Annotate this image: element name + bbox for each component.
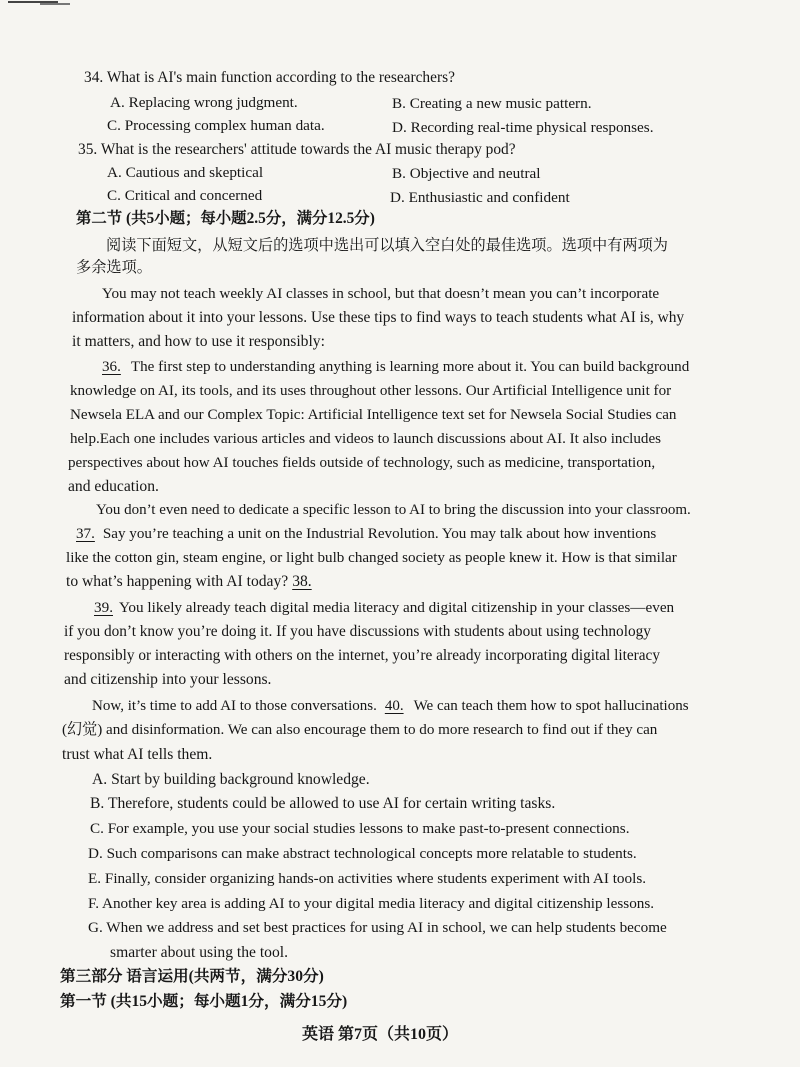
choice-text: Start by building background knowledge.	[111, 771, 370, 788]
passage-text: Now, it’s time to add AI to those conversations.	[92, 698, 377, 714]
blank-37[interactable]: 37.	[76, 526, 95, 542]
option-letter: D.	[390, 189, 405, 206]
question-stem: What is the researchers' attitude towards the AI music therapy pod?	[100, 141, 516, 158]
choice-text: Such comparisons can make abstract technological concepts more relatable to students.	[106, 845, 637, 862]
option-text: Recording real-time physical responses.	[410, 119, 654, 136]
choice-letter: F.	[88, 895, 100, 912]
passage-paragraph-39	[66, 598, 674, 618]
passage-line: help.Each one includes various articles and videos to launch discussions about AI. It also includes	[70, 431, 662, 447]
choice-c	[90, 819, 630, 839]
passage-line: if you don’t know you’re doing it. If you have discussions with students about using technology	[64, 623, 651, 640]
option-text: Creating a new music pattern.	[409, 95, 592, 112]
option-35b	[392, 164, 540, 184]
passage-text: to what’s happening with AI today?	[66, 573, 289, 590]
choice-text: For example, you use your social studies lessons to make past-to-present connections.	[107, 820, 630, 837]
choice-text: Another key area is adding AI to your digital media literacy and digital citizenship lessons.	[102, 895, 655, 912]
choice-d	[88, 844, 637, 864]
option-letter: B.	[392, 165, 406, 182]
choice-letter: E.	[88, 870, 102, 887]
passage-text: We can teach them how to spot hallucinations	[413, 698, 689, 714]
option-35c	[107, 186, 262, 206]
choice-letter: A.	[92, 771, 108, 788]
option-text: Cautious and skeptical	[125, 164, 264, 181]
choice-e	[88, 869, 646, 889]
part3-subheading: 第一节 (共15小题；每小题1分，满分15分)	[60, 993, 348, 1010]
passage-paragraph-37	[66, 524, 656, 544]
option-letter: B.	[392, 95, 406, 112]
passage-line: information about it into your lessons. Use these tips to find ways to teach students what AI is, why	[72, 309, 685, 326]
section2-instruction-cont: 多余选项。	[76, 259, 152, 276]
choice-a	[92, 770, 370, 790]
passage-line: knowledge on AI, its tools, and its uses throughout other lessons. Our Artificial Intelligence unit for	[70, 383, 672, 399]
blank-39[interactable]: 39.	[94, 599, 113, 616]
passage-line: perspectives about how AI touches fields outside of technology, such as medicine, transportation,	[68, 455, 656, 471]
choice-text: Finally, consider organizing hands-on activities where students experiment with AI tools.	[104, 870, 647, 887]
section2-instruction: 阅读下面短文，从短文后的选项中选出可以填入空白处的最佳选项。选项中有两项为	[106, 237, 668, 254]
blank-36[interactable]: 36.	[102, 359, 121, 375]
option-text: Critical and concerned	[124, 187, 263, 204]
passage-paragraph-36	[72, 357, 689, 377]
option-letter: C.	[107, 187, 121, 204]
option-34a	[110, 93, 298, 113]
choice-text: Therefore, students could be allowed to use AI for certain writing tasks.	[107, 795, 556, 812]
question-number: 34.	[84, 69, 104, 86]
option-34c	[107, 116, 325, 136]
option-text: Objective and neutral	[409, 165, 541, 182]
question-34	[84, 68, 455, 88]
page-footer: 英语 第7页（共10页）	[302, 1026, 459, 1043]
option-letter: A.	[110, 94, 125, 111]
option-35d	[390, 188, 570, 208]
option-35a	[107, 163, 263, 183]
passage-text: Say you’re teaching a unit on the Industrial Revolution. You may talk about how inventions	[102, 526, 657, 542]
passage-line-38	[66, 572, 328, 592]
option-text: Enthusiastic and confident	[408, 189, 570, 206]
passage-line: it matters, and how to use it responsibly:	[72, 333, 325, 350]
question-stem: What is AI's main function according to the researchers?	[106, 69, 455, 86]
passage-line: and citizenship into your lessons.	[64, 671, 272, 688]
blank-40[interactable]: 40.	[384, 698, 404, 714]
passage-line: responsibly or interacting with others on the internet, you’re already incorporating digital literacy	[64, 647, 660, 664]
question-35	[78, 140, 516, 160]
passage-line: trust what AI tells them.	[62, 746, 213, 763]
passage-paragraph-40	[92, 696, 689, 716]
choice-text: When we address and set best practices for using AI in school, we can help students become	[106, 919, 667, 936]
choice-g-continued: smarter about using the tool.	[110, 944, 288, 961]
choice-letter: B.	[90, 795, 105, 812]
question-number: 35.	[78, 141, 98, 158]
option-letter: C.	[107, 117, 121, 134]
choice-letter: D.	[88, 845, 103, 862]
passage-line: You don’t even need to dedicate a specific lesson to AI to bring the discussion into your classroom.	[96, 502, 691, 518]
passage-text: The first step to understanding anything is learning more about it. You can build background	[130, 359, 690, 375]
blank-38[interactable]: 38.	[292, 573, 312, 590]
choice-g	[88, 918, 667, 938]
passage-line: (幻觉) and disinformation. We can also encourage them to do more research to find out if they can	[62, 722, 658, 738]
option-letter: A.	[107, 164, 122, 181]
passage-line: like the cotton gin, steam engine, or light bulb changed society as people knew it. How is that similar	[66, 550, 677, 566]
choice-letter: G.	[88, 919, 103, 936]
option-text: Replacing wrong judgment.	[128, 94, 298, 111]
choice-letter: C.	[90, 820, 104, 837]
choice-f	[88, 894, 654, 914]
option-letter: D.	[392, 119, 407, 136]
section2-heading: 第二节 (共5小题；每小题2.5分，满分12.5分)	[76, 210, 375, 227]
option-text: Processing complex human data.	[124, 117, 325, 134]
option-34b	[392, 94, 592, 114]
choice-b	[90, 794, 555, 814]
passage-line: and education.	[68, 478, 159, 495]
passage-text: You likely already teach digital media literacy and digital citizenship in your classes—even	[118, 599, 675, 616]
passage-line: Newsela ELA and our Complex Topic: Artificial Intelligence text set for Newsela Social Studies can	[70, 407, 677, 423]
scan-edge-mark	[0, 0, 90, 6]
part3-heading: 第三部分 语言运用(共两节，满分30分)	[60, 968, 324, 985]
passage-line: You may not teach weekly AI classes in school, but that doesn’t mean you can’t incorporate	[102, 285, 660, 302]
option-34d	[392, 118, 654, 138]
